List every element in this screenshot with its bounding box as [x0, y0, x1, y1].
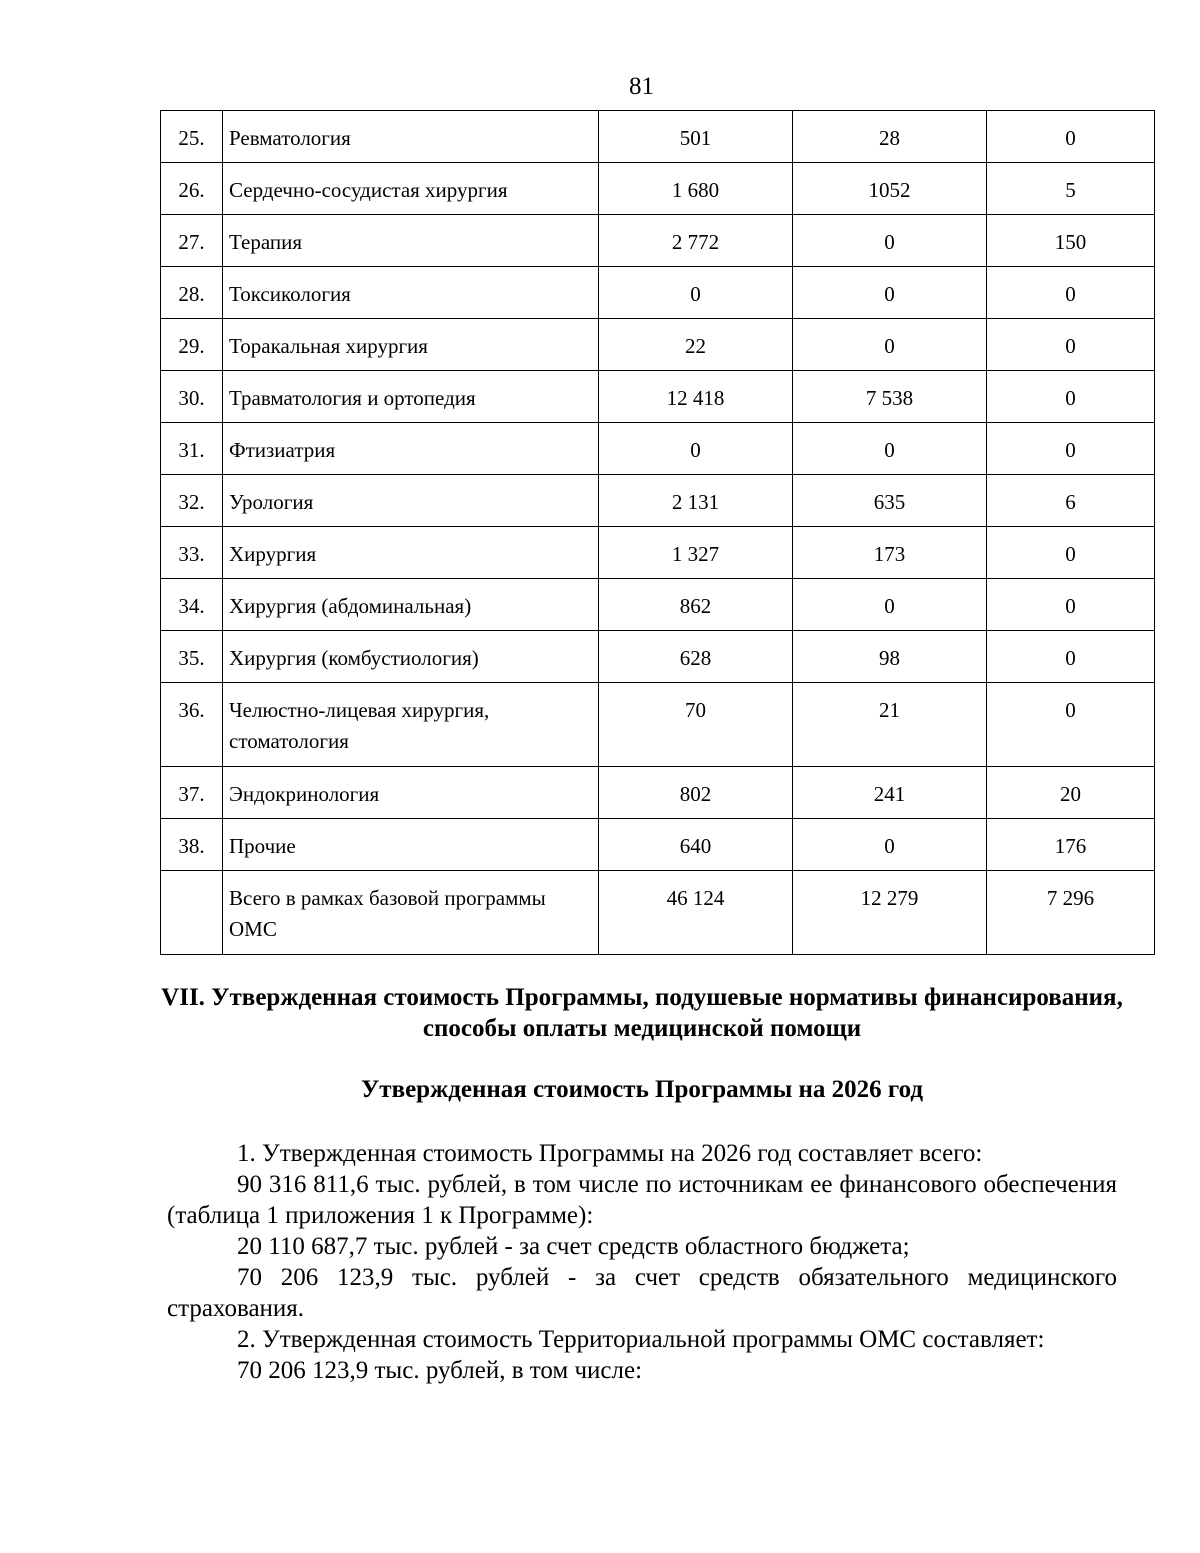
table-total-row	[161, 871, 1155, 955]
value-col-3: 6	[987, 475, 1155, 527]
row-number: 38.	[161, 819, 223, 871]
table-row	[161, 163, 1155, 215]
paragraph: 70 206 123,9 тыс. рублей - за счет средств обязательного медицинского страхования.	[167, 1264, 1117, 1322]
value-col-3: 0	[987, 319, 1155, 371]
value-col-3: 150	[987, 215, 1155, 267]
profile-name: Хирургия (абдоминальная)	[223, 579, 599, 631]
value-col-2: 0	[793, 267, 987, 319]
value-col-1: 22	[599, 319, 793, 371]
value-col-2: 173	[793, 527, 987, 579]
value-col-3: 20	[987, 767, 1155, 819]
table-row	[161, 423, 1155, 475]
profile-name: Челюстно-лицевая хирургия, стоматология	[223, 683, 599, 767]
value-col-3: 5	[987, 163, 1155, 215]
table-row	[161, 267, 1155, 319]
value-col-1: 12 418	[599, 371, 793, 423]
value-col-1: 0	[599, 423, 793, 475]
value-col-1: 501	[599, 111, 793, 163]
paragraph: 90 316 811,6 тыс. рублей, в том числе по источникам ее финансового обеспечения (таблица 1 приложения 1 к Программе):	[167, 1171, 1117, 1229]
row-number: 28.	[161, 267, 223, 319]
profile-name: Ревматология	[223, 111, 599, 163]
value-col-3: 0	[987, 683, 1155, 767]
volume-table	[160, 110, 1155, 955]
row-number: 33.	[161, 527, 223, 579]
paragraph: 1. Утвержденная стоимость Программы на 2026 год составляет всего:	[237, 1140, 983, 1167]
paragraph: 70 206 123,9 тыс. рублей, в том числе:	[237, 1357, 643, 1384]
value-col-1: 2 772	[599, 215, 793, 267]
profile-name: Травматология и ортопедия	[223, 371, 599, 423]
table-row	[161, 527, 1155, 579]
total-col-2: 12 279	[793, 871, 987, 955]
value-col-2: 0	[793, 579, 987, 631]
row-number: 26.	[161, 163, 223, 215]
profile-name: Прочие	[223, 819, 599, 871]
value-col-2: 0	[793, 423, 987, 475]
value-col-1: 802	[599, 767, 793, 819]
row-number: 30.	[161, 371, 223, 423]
table-row	[161, 631, 1155, 683]
value-col-1: 862	[599, 579, 793, 631]
row-number: 29.	[161, 319, 223, 371]
value-col-2: 28	[793, 111, 987, 163]
profile-name: Хирургия	[223, 527, 599, 579]
row-number: 34.	[161, 579, 223, 631]
table-row	[161, 215, 1155, 267]
profile-name: Фтизиатрия	[223, 423, 599, 475]
value-col-3: 0	[987, 527, 1155, 579]
value-col-1: 640	[599, 819, 793, 871]
row-number: 36.	[161, 683, 223, 767]
value-col-1: 628	[599, 631, 793, 683]
paragraph: 2. Утвержденная стоимость Территориальной программы ОМС составляет:	[237, 1326, 1045, 1353]
table-row	[161, 819, 1155, 871]
section-heading: VII. Утвержденная стоимость Программы, подушевые нормативы финансирования, способы оплаты медицинской помощи	[161, 984, 1123, 1042]
table-row	[161, 319, 1155, 371]
row-number: 37.	[161, 767, 223, 819]
table-row	[161, 475, 1155, 527]
value-col-3: 0	[987, 579, 1155, 631]
value-col-2: 0	[793, 819, 987, 871]
paragraph: 20 110 687,7 тыс. рублей - за счет средств областного бюджета;	[237, 1233, 910, 1260]
row-number: 25.	[161, 111, 223, 163]
row-number: 31.	[161, 423, 223, 475]
value-col-3: 0	[987, 631, 1155, 683]
total-col-1: 46 124	[599, 871, 793, 955]
value-col-1: 2 131	[599, 475, 793, 527]
value-col-3: 176	[987, 819, 1155, 871]
row-number	[161, 871, 223, 955]
profile-name: Терапия	[223, 215, 599, 267]
value-col-3: 0	[987, 423, 1155, 475]
value-col-2: 0	[793, 319, 987, 371]
value-col-1: 1 680	[599, 163, 793, 215]
profile-name: Хирургия (комбустиология)	[223, 631, 599, 683]
profile-name: Сердечно-сосудистая хирургия	[223, 163, 599, 215]
total-col-3: 7 296	[987, 871, 1155, 955]
table-row	[161, 371, 1155, 423]
value-col-3: 0	[987, 371, 1155, 423]
profile-name: Токсикология	[223, 267, 599, 319]
section-subheading: Утвержденная стоимость Программы на 2026 год	[360, 1076, 924, 1103]
row-number: 35.	[161, 631, 223, 683]
profile-name: Торакальная хирургия	[223, 319, 599, 371]
value-col-2: 241	[793, 767, 987, 819]
page-number: 81	[629, 73, 654, 100]
row-number: 27.	[161, 215, 223, 267]
value-col-2: 98	[793, 631, 987, 683]
value-col-2: 21	[793, 683, 987, 767]
value-col-1: 70	[599, 683, 793, 767]
value-col-2: 1052	[793, 163, 987, 215]
value-col-2: 635	[793, 475, 987, 527]
value-col-3: 0	[987, 111, 1155, 163]
value-col-1: 0	[599, 267, 793, 319]
value-col-1: 1 327	[599, 527, 793, 579]
profile-name: Эндокринология	[223, 767, 599, 819]
table-row	[161, 111, 1155, 163]
table-row	[161, 579, 1155, 631]
row-number: 32.	[161, 475, 223, 527]
profile-name: Урология	[223, 475, 599, 527]
table-row	[161, 767, 1155, 819]
total-label: Всего в рамках базовой программы ОМС	[223, 871, 599, 955]
value-col-2: 7 538	[793, 371, 987, 423]
table-row	[161, 683, 1155, 767]
body-text	[167, 1138, 1117, 1386]
value-col-3: 0	[987, 267, 1155, 319]
value-col-2: 0	[793, 215, 987, 267]
